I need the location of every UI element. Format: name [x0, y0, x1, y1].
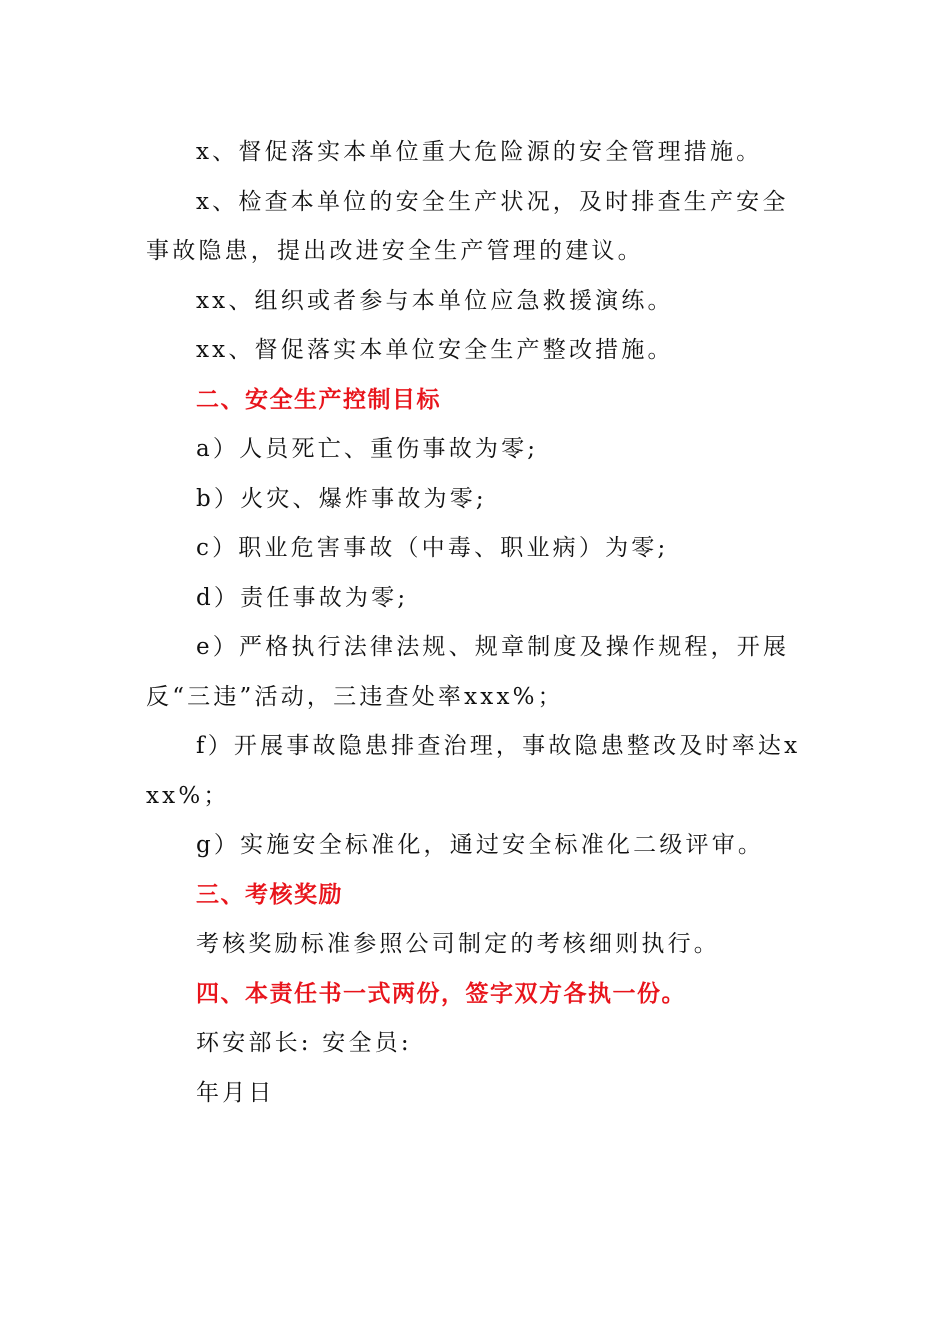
list-item-10: x、检查本单位的安全生产状况，及时排查生产安全事故隐患，提出改进安全生产管理的建议。 — [146, 188, 789, 264]
section-heading-control-targets: 二、安全生产控制目标 — [196, 386, 441, 413]
document-body — [146, 128, 808, 1118]
section-heading-copies: 四、本责任书一式两份，签字双方各执一份。 — [196, 980, 686, 1007]
target-item-a: a）人员死亡、重伤事故为零; — [196, 436, 539, 462]
list-item-9: x、督促落实本单位重大危险源的安全管理措施。 — [196, 139, 763, 165]
signature-line: 环安部长: 安全员: — [196, 1030, 412, 1056]
target-item-e: e）严格执行法律法规、规章制度及操作规程，开展反“三违”活动，三违查处率xxx%； — [146, 634, 790, 710]
rewards-paragraph: 考核奖励标准参照公司制定的考核细则执行。 — [196, 931, 720, 957]
date-line: 年月日 — [196, 1079, 275, 1106]
target-item-c: c）职业危害事故（中毒、职业病）为零; — [196, 535, 669, 561]
list-item-12: xx、督促落实本单位安全生产整改措施。 — [196, 337, 674, 363]
target-item-g: g）实施安全标准化，通过安全标准化二级评审。 — [196, 832, 765, 858]
target-item-b: b）火灾、爆炸事故为零; — [196, 485, 487, 512]
target-item-f: f）开展事故隐患排查治理，事故隐患整改及时率达xxx%； — [146, 733, 801, 809]
section-heading-rewards: 三、考核奖励 — [196, 881, 343, 908]
target-item-d: d）责任事故为零; — [196, 584, 409, 611]
list-item-11: xx、组织或者参与本单位应急救援演练。 — [196, 287, 674, 314]
